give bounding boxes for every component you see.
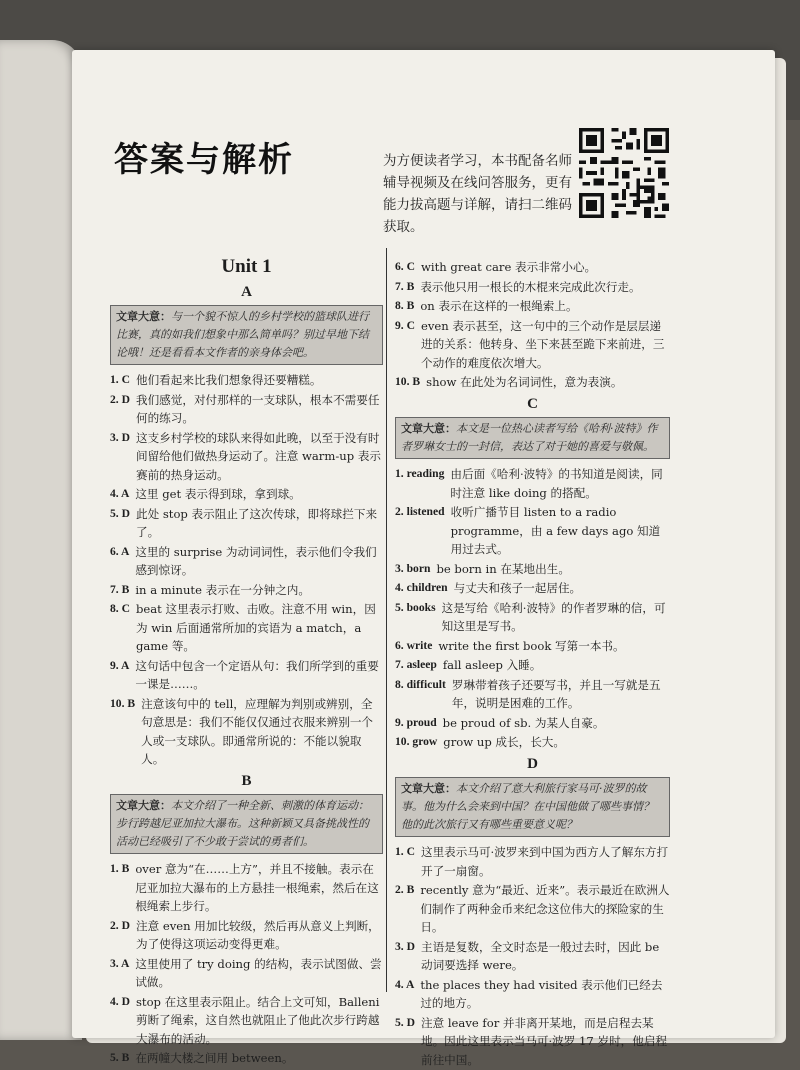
answer-explanation: stop 在这里表示阻止。结合上文可知，Balleni 剪断了绳索，这自然也就阻止了他此次步行跨越大瀑布的活动。 xyxy=(135,994,380,1046)
answer-number: 4. A xyxy=(395,977,415,991)
answer-explanation: the places they had visited 表示他们已经去过的地方。 xyxy=(420,977,663,1010)
section-heading: A xyxy=(241,283,252,300)
section-summary xyxy=(110,305,383,365)
answer-item xyxy=(110,543,383,580)
answer-number: 3. born xyxy=(395,561,431,575)
answer-item xyxy=(110,1049,383,1068)
answer-number: 2. D xyxy=(110,918,130,932)
answer-explanation: 在两幢大楼之间用 between。 xyxy=(135,1051,294,1065)
answer-explanation: 主语是复数，全文时态是一般过去时，因此 be 动词要选择 were。 xyxy=(420,939,660,972)
answer-item xyxy=(110,695,383,769)
summary-text: 本文是一位热心读者写给《哈利·波特》作者罗琳女士的一封信，表达了对于她的喜爱与敬佩。 xyxy=(401,422,658,453)
answer-item xyxy=(395,317,670,373)
right-column xyxy=(395,258,670,1070)
answer-explanation: 这是写给《哈利·波特》的作者罗琳的信，可知这里是写书。 xyxy=(441,600,666,633)
left-sections xyxy=(110,283,383,1068)
answer-explanation: on 表示在这样的一根绳索上。 xyxy=(420,299,578,313)
answer-explanation: fall asleep 入睡。 xyxy=(442,658,542,672)
section-summary xyxy=(395,417,670,459)
summary-text: 本文介绍了意大利旅行家马可·波罗的故事。他为什么会来到中国？在中国他做了哪些事情？他的此次旅行又有哪些重要意义呢？ xyxy=(401,782,654,831)
answer-item xyxy=(395,637,670,656)
answer-number: 10. B xyxy=(110,696,136,710)
answer-item xyxy=(110,917,383,954)
section-summary xyxy=(395,777,670,837)
left-page-edge xyxy=(0,40,82,1040)
answer-explanation: write the first book 写第一本书。 xyxy=(438,638,625,653)
answer-explanation: with great care 表示非常小心。 xyxy=(420,260,597,274)
section-heading: B xyxy=(241,772,252,789)
answer-item xyxy=(395,676,670,713)
answer-number: 1. B xyxy=(110,862,130,875)
answer-section xyxy=(395,755,670,1070)
answer-item xyxy=(395,297,670,316)
answer-section xyxy=(110,283,383,769)
right-sections xyxy=(395,258,670,1069)
answer-explanation: recently 意为“最近、近来”。表示最近在欧洲人们制作了两种金币来纪念这位伟大的探险家的生日。 xyxy=(420,883,670,934)
answer-explanation: 这里使用了 try doing 的结构，表示试图做、尝试做。 xyxy=(135,956,382,989)
answer-explanation: 罗琳带着孩子还要写书，并且一写就是五年，说明是困难的工作。 xyxy=(451,677,661,710)
answer-explanation: 与丈夫和孩子一起居住。 xyxy=(453,581,582,595)
answer-number: 1. C xyxy=(395,845,415,858)
answer-number: 9. C xyxy=(395,318,415,332)
answer-number: 5. B xyxy=(110,1051,130,1064)
answer-explanation: be born in 在某地出生。 xyxy=(436,561,570,576)
answer-item xyxy=(395,733,670,752)
answer-section xyxy=(110,772,383,1068)
answer-explanation: beat 这里表示打败、击败。注意不用 win，因为 win 后面通常所加的宾语为 a match，a game 等。 xyxy=(135,602,376,653)
answer-explanation: 由后面《哈利·波特》的书知道是阅读，同时注意 like doing 的搭配。 xyxy=(450,467,663,500)
answer-item xyxy=(395,881,670,937)
answer-explanation: 这句话中包含一个定语从句：我们所学到的重要一课是……。 xyxy=(135,658,379,691)
summary-label: 文章大意： xyxy=(116,799,171,812)
answer-number: 9. proud xyxy=(395,715,437,729)
answer-item xyxy=(395,278,670,297)
answer-number: 5. D xyxy=(395,1015,415,1029)
answer-explanation: 表示他只用一根长的木棍来完成此次行走。 xyxy=(420,279,641,294)
answer-number: 2. listened xyxy=(395,505,445,518)
answer-explanation: 注意 leave for 并非离开某地，而是启程去某地。因此这里表示当马可·波罗 17 岁时，他启程前往中国。 xyxy=(420,1015,668,1067)
answer-section xyxy=(395,258,670,392)
answer-number: 2. B xyxy=(395,883,415,896)
answer-number: 3. D xyxy=(110,430,130,444)
answer-number: 8. difficult xyxy=(395,677,446,691)
summary-label: 文章大意： xyxy=(401,422,456,435)
answer-number: 8. B xyxy=(395,299,415,312)
answer-item xyxy=(110,860,383,916)
qr-code[interactable] xyxy=(578,128,670,218)
answer-explanation: 这里的 surprise 为动词词性，表示他们令我们感到惊讶。 xyxy=(135,544,377,577)
answer-item xyxy=(395,579,670,598)
answer-explanation: show 在此处为名词词性，意为表演。 xyxy=(426,375,623,389)
answer-number: 6. A xyxy=(110,544,130,558)
answer-item xyxy=(110,485,383,504)
answer-number: 7. B xyxy=(110,582,130,596)
answer-item xyxy=(395,656,670,675)
answer-number: 1. C xyxy=(110,373,130,386)
answer-item xyxy=(395,465,670,502)
section-heading: C xyxy=(527,395,538,412)
unit-title: Unit 1 xyxy=(221,256,272,277)
answer-number: 8. C xyxy=(110,602,130,615)
section-summary xyxy=(110,794,383,854)
answer-item xyxy=(110,581,383,600)
answer-explanation: in a minute 表示在一分钟之内。 xyxy=(135,582,310,597)
page-title: 答案与解析 xyxy=(114,140,294,180)
answer-item xyxy=(110,993,383,1049)
answer-explanation: over 意为“在……上方”，并且不接触。表示在尼亚加拉大瀑布的上方悬挂一根绳索，然后在这根绳索上步行。 xyxy=(135,862,379,913)
answer-number: 10. grow xyxy=(395,735,438,748)
answer-item xyxy=(395,258,670,277)
answer-number: 4. children xyxy=(395,581,448,594)
answer-number: 6. write xyxy=(395,638,433,652)
answer-number: 6. C xyxy=(395,260,415,273)
answer-section xyxy=(395,395,670,752)
summary-label: 文章大意： xyxy=(116,310,171,323)
answer-explanation: grow up 成长，长大。 xyxy=(443,735,565,749)
answer-item xyxy=(110,955,383,992)
answer-item xyxy=(395,843,670,880)
answer-number: 5. D xyxy=(110,506,130,520)
answer-item xyxy=(395,976,670,1013)
promo-text: 为方便读者学习，本书配备名师辅导视频及在线问答服务，更有能力拔高题与详解，请扫二维码获取。 xyxy=(383,153,572,235)
section-heading: D xyxy=(527,755,538,772)
answer-explanation: 此处 stop 表示阻止了这次传球，即将球拦下来了。 xyxy=(135,506,378,539)
summary-text: 与一个貌不惊人的乡村学校的篮球队进行比赛，真的如我们想象中那么简单吗？别过早地下结论哦！还是看看本文作者的亲身体会吧。 xyxy=(116,310,369,359)
answer-item xyxy=(110,600,383,656)
answer-item xyxy=(395,938,670,975)
answer-item xyxy=(110,391,383,428)
answer-number: 9. A xyxy=(110,658,130,672)
left-column xyxy=(110,258,383,1069)
answer-number: 2. D xyxy=(110,392,130,406)
answer-number: 7. B xyxy=(395,279,415,293)
column-divider xyxy=(386,248,387,992)
summary-text: 本文介绍了一种全新、刺激的体育运动：步行跨越尼亚加拉大瀑布。这种新颖又具备挑战性的活动已经吸引了不少敢于尝试的勇者们。 xyxy=(116,799,369,848)
answer-explanation: 注意 even 用加比较级，然后再从意义上判断，为了使得这项运动变得更难。 xyxy=(135,918,380,951)
summary-label: 文章大意： xyxy=(401,782,456,795)
answer-item xyxy=(395,714,670,733)
answer-number: 1. reading xyxy=(395,467,445,480)
answer-number: 3. D xyxy=(395,939,415,953)
answer-item xyxy=(110,429,383,485)
answer-item xyxy=(395,1014,670,1070)
answer-number: 4. A xyxy=(110,487,130,500)
answer-number: 10. B xyxy=(395,375,421,388)
answer-explanation: 收听广播节目 listen to a radio programme，由 a few days ago 知道用过去式。 xyxy=(450,505,661,556)
answer-number: 4. D xyxy=(110,994,130,1008)
answer-explanation: 注意该句中的 tell，应理解为判别或辨别，全句意思是：我们不能仅仅通过衣服来辨别一个人或一支球队。即通常所说的：不能以貌取人。 xyxy=(141,696,374,766)
answer-item xyxy=(395,373,670,392)
answer-number: 5. books xyxy=(395,600,436,614)
answer-explanation: even 表示甚至，这一句中的三个动作是层层递进的关系：他转身、坐下来甚至跪下来前进，三个动作的难度依次增大。 xyxy=(420,318,665,370)
answer-explanation: 这支乡村学校的球队来得如此晚，以至于没有时间留给他们做热身运动了。注意 warm-up 表示赛前的热身运动。 xyxy=(135,430,382,482)
answer-item xyxy=(395,503,670,559)
answer-item xyxy=(395,560,670,579)
answer-item xyxy=(110,505,383,542)
answer-item xyxy=(395,599,670,636)
answer-explanation: 这里表示马可·波罗来到中国为西方人了解东方打开了一扇窗。 xyxy=(420,845,669,878)
answer-explanation: 我们感觉，对付那样的一支球队，根本不需要任何的练习。 xyxy=(135,392,380,425)
answer-item xyxy=(110,657,383,694)
answer-explanation: be proud of sb. 为某人自豪。 xyxy=(442,715,605,730)
answer-explanation: 他们看起来比我们想象得还要糟糕。 xyxy=(135,373,322,387)
answer-number: 3. A xyxy=(110,956,130,970)
answer-number: 7. asleep xyxy=(395,658,437,671)
answer-item xyxy=(110,371,383,390)
answer-explanation: 这里 get 表示得到球，拿到球。 xyxy=(135,487,301,501)
